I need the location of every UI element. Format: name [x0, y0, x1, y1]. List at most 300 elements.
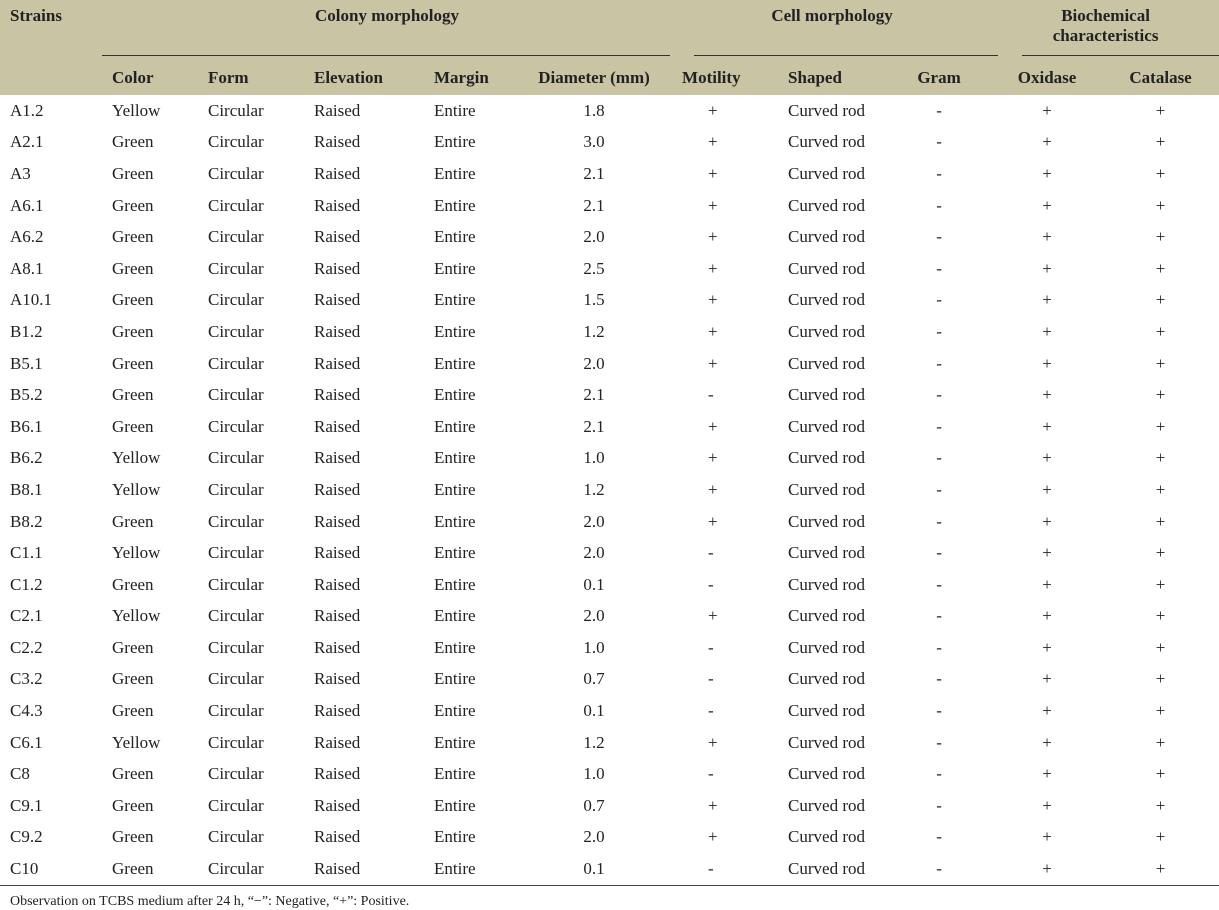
header-catalase: Catalase — [1102, 62, 1219, 95]
cell-oxidase: + — [1042, 574, 1052, 594]
cell-form: Circular — [208, 258, 264, 278]
cell-gram: - — [936, 795, 942, 815]
cell-diameter: 2.0 — [583, 827, 605, 847]
cell-diameter: 1.8 — [583, 100, 605, 120]
cell-elevation: Raised — [314, 290, 361, 310]
cell-color: Green — [112, 827, 154, 847]
cell-oxidase: + — [1042, 827, 1052, 847]
table-row — [0, 348, 1219, 380]
cell-color: Green — [112, 511, 154, 531]
cell-catalase: + — [1155, 732, 1166, 752]
table-row — [0, 664, 1219, 696]
table-row — [0, 474, 1219, 506]
cell-motility: - — [708, 543, 714, 563]
cell-margin: Entire — [434, 290, 476, 310]
cell-gram: - — [936, 195, 942, 215]
cell-gram: - — [936, 827, 942, 847]
cell-color: Green — [112, 227, 154, 247]
cell-margin: Entire — [434, 543, 476, 563]
cell-diameter: 2.1 — [583, 416, 605, 436]
cell-diameter: 0.7 — [583, 795, 605, 815]
cell-diameter: 1.0 — [583, 448, 605, 468]
cell-motility: - — [708, 764, 714, 784]
cell-oxidase: + — [1042, 321, 1052, 341]
table-row — [0, 727, 1219, 759]
cell-oxidase: + — [1042, 511, 1052, 531]
cell-elevation: Raised — [304, 853, 424, 885]
cell-gram: - — [936, 669, 942, 689]
table-row — [0, 379, 1219, 411]
cell-oxidase: + — [1042, 543, 1052, 563]
cell-form: Circular — [208, 669, 264, 689]
cell-shaped: Curved rod — [788, 574, 865, 594]
cell-catalase: + — [1155, 606, 1166, 626]
cell-form: Circular — [208, 574, 264, 594]
cell-strain: B8.2 — [10, 511, 43, 531]
cell-diameter: 2.0 — [583, 353, 605, 373]
cell-catalase: + — [1155, 795, 1166, 815]
cell-shaped: Curved rod — [788, 258, 865, 278]
table-row — [0, 285, 1219, 317]
cell-form: Circular — [208, 543, 264, 563]
table-row — [0, 537, 1219, 569]
cell-form: Circular — [208, 511, 264, 531]
cell-motility: + — [708, 227, 718, 247]
cell-oxidase: + — [1042, 258, 1052, 278]
table-row — [0, 158, 1219, 190]
cell-strain: A6.1 — [10, 195, 44, 215]
cell-oxidase: + — [1042, 795, 1052, 815]
cell-margin: Entire — [434, 163, 476, 183]
cell-catalase: + — [1155, 669, 1166, 689]
cell-margin: Entire — [434, 321, 476, 341]
cell-catalase: + — [1155, 511, 1166, 531]
cell-shaped: Curved rod — [788, 637, 865, 657]
cell-margin: Entire — [434, 416, 476, 436]
cell-color: Green — [112, 385, 154, 405]
table-row — [0, 190, 1219, 222]
cell-oxidase: + — [1042, 416, 1052, 436]
cell-strain: A10.1 — [10, 290, 53, 310]
cell-shaped: Curved rod — [788, 795, 865, 815]
cell-motility: + — [708, 732, 718, 752]
cell-color: Green — [112, 795, 154, 815]
cell-margin: Entire — [434, 795, 476, 815]
cell-catalase: + — [1155, 290, 1166, 310]
cell-elevation: Raised — [314, 669, 361, 689]
header-group-row — [0, 0, 1219, 62]
cell-elevation: Raised — [314, 258, 361, 278]
cell-elevation: Raised — [314, 195, 361, 215]
table-row — [0, 601, 1219, 633]
cell-form: Circular — [208, 637, 264, 657]
cell-strain: C8 — [10, 764, 30, 784]
cell-form: Circular — [208, 732, 264, 752]
cell-form: Circular — [208, 132, 264, 152]
cell-color: Green — [112, 669, 154, 689]
cell-elevation: Raised — [314, 543, 361, 563]
cell-motility: - — [672, 853, 778, 885]
cell-margin: Entire — [434, 827, 476, 847]
header-biochemical-line2: characteristics — [1052, 26, 1159, 45]
cell-gram: - — [936, 227, 942, 247]
cell-gram: - — [936, 416, 942, 436]
cell-form: Circular — [208, 764, 264, 784]
table-row — [0, 127, 1219, 159]
cell-gram: - — [936, 258, 942, 278]
cell-motility: + — [708, 511, 718, 531]
cell-motility: + — [708, 416, 718, 436]
cell-catalase: + — [1155, 227, 1166, 247]
cell-catalase: + — [1155, 258, 1166, 278]
cell-margin: Entire — [434, 195, 476, 215]
cell-margin: Entire — [434, 448, 476, 468]
cell-motility: + — [708, 163, 718, 183]
header-diameter: Diameter (mm) — [516, 62, 672, 95]
cell-oxidase: + — [1042, 732, 1052, 752]
cell-catalase: + — [1155, 764, 1166, 784]
cell-oxidase: + — [1042, 195, 1052, 215]
cell-oxidase: + — [1042, 290, 1052, 310]
header-form: Form — [198, 62, 304, 95]
cell-margin: Entire — [434, 637, 476, 657]
cell-diameter: 0.1 — [583, 701, 605, 721]
cell-shaped: Curved rod — [788, 227, 865, 247]
cell-color: Green — [112, 132, 154, 152]
cell-strain: B8.1 — [10, 479, 43, 499]
cell-shaped: Curved rod — [788, 732, 865, 752]
cell-gram: - — [886, 853, 992, 885]
cell-elevation: Raised — [314, 100, 361, 120]
cell-strain: B6.1 — [10, 416, 43, 436]
cell-catalase: + — [1155, 163, 1166, 183]
cell-color: Yellow — [112, 732, 161, 752]
cell-strain: C10 — [0, 853, 102, 885]
cell-elevation: Raised — [314, 385, 361, 405]
cell-margin: Entire — [434, 669, 476, 689]
cell-elevation: Raised — [314, 701, 361, 721]
cell-diameter: 3.0 — [583, 132, 605, 152]
cell-diameter: 2.5 — [583, 258, 605, 278]
cell-elevation: Raised — [314, 511, 361, 531]
table-row — [0, 695, 1219, 727]
cell-shaped: Curved rod — [788, 479, 865, 499]
table-row — [0, 253, 1219, 285]
cell-strain: B5.1 — [10, 353, 43, 373]
table-row — [0, 221, 1219, 253]
cell-motility: - — [708, 701, 714, 721]
cell-color: Green — [112, 321, 154, 341]
cell-margin: Entire — [434, 385, 476, 405]
cell-gram: - — [936, 511, 942, 531]
cell-diameter: 1.0 — [583, 637, 605, 657]
cell-shaped: Curved rod — [788, 353, 865, 373]
table-row — [0, 822, 1219, 854]
cell-margin: Entire — [434, 100, 476, 120]
cell-color: Green — [112, 574, 154, 594]
cell-oxidase: + — [1042, 701, 1052, 721]
cell-margin: Entire — [434, 511, 476, 531]
cell-strain: A1.2 — [10, 100, 44, 120]
cell-elevation: Raised — [314, 795, 361, 815]
cell-form: Circular — [208, 353, 264, 373]
cell-strain: B1.2 — [10, 321, 43, 341]
cell-diameter: 2.0 — [583, 543, 605, 563]
cell-form: Circular — [208, 416, 264, 436]
cell-color: Green — [112, 353, 154, 373]
cell-shaped: Curved rod — [788, 385, 865, 405]
cell-oxidase: + — [1042, 669, 1052, 689]
cell-motility: + — [708, 353, 718, 373]
cell-color: Green — [112, 195, 154, 215]
cell-shaped: Curved rod — [788, 701, 865, 721]
cell-margin: Entire — [434, 227, 476, 247]
cell-color: Yellow — [112, 448, 161, 468]
header-biochemical-line1: Biochemical — [1061, 6, 1150, 25]
cell-color: Green — [112, 163, 154, 183]
cell-strain: C3.2 — [10, 669, 43, 689]
cell-form: Circular — [208, 448, 264, 468]
cell-catalase: + — [1155, 353, 1166, 373]
cell-elevation: Raised — [314, 321, 361, 341]
cell-elevation: Raised — [314, 827, 361, 847]
cell-strain: C2.2 — [10, 637, 43, 657]
cell-elevation: Raised — [314, 606, 361, 626]
cell-motility: + — [708, 132, 718, 152]
cell-strain: A3 — [10, 163, 31, 183]
cell-strain: C2.1 — [10, 606, 43, 626]
cell-strain: B6.2 — [10, 448, 43, 468]
cell-diameter: 0.7 — [583, 669, 605, 689]
header-oxidase: Oxidase — [992, 62, 1102, 95]
cell-shaped: Curved rod — [778, 853, 886, 885]
cell-strain: A2.1 — [10, 132, 44, 152]
cell-oxidase: + — [1042, 227, 1052, 247]
cell-strain: A8.1 — [10, 258, 44, 278]
cell-shaped: Curved rod — [788, 290, 865, 310]
header-sub-row — [0, 62, 1219, 95]
cell-diameter: 2.1 — [583, 385, 605, 405]
cell-diameter: 1.2 — [583, 321, 605, 341]
cell-motility: - — [708, 574, 714, 594]
cell-shaped: Curved rod — [788, 543, 865, 563]
cell-diameter: 2.0 — [583, 606, 605, 626]
cell-shaped: Curved rod — [788, 606, 865, 626]
cell-margin: Entire — [434, 353, 476, 373]
cell-elevation: Raised — [314, 732, 361, 752]
table-body — [0, 95, 1219, 885]
cell-elevation: Raised — [314, 132, 361, 152]
cell-gram: - — [936, 606, 942, 626]
cell-gram: - — [936, 764, 942, 784]
cell-form: Circular — [208, 321, 264, 341]
cell-catalase: + — [1155, 100, 1166, 120]
cell-motility: - — [708, 637, 714, 657]
cell-catalase: + — [1155, 637, 1166, 657]
cell-shaped: Curved rod — [788, 764, 865, 784]
cell-color: Green — [102, 853, 198, 885]
cell-color: Yellow — [112, 100, 161, 120]
cell-margin: Entire — [434, 258, 476, 278]
cell-motility: + — [708, 321, 718, 341]
cell-shaped: Curved rod — [788, 511, 865, 531]
cell-color: Green — [112, 416, 154, 436]
cell-elevation: Raised — [314, 163, 361, 183]
cell-gram: - — [936, 385, 942, 405]
cell-catalase: + — [1102, 853, 1219, 885]
cell-catalase: + — [1155, 416, 1166, 436]
cell-elevation: Raised — [314, 227, 361, 247]
cell-motility: + — [708, 827, 718, 847]
cell-catalase: + — [1155, 385, 1166, 405]
table-row — [0, 632, 1219, 664]
cell-motility: + — [708, 606, 718, 626]
cell-oxidase: + — [992, 853, 1102, 885]
cell-strain: C1.1 — [10, 543, 43, 563]
header-shaped: Shaped — [778, 62, 886, 95]
header-strains: Strains — [0, 0, 102, 62]
colony-group-underline — [102, 55, 670, 56]
cell-diameter: 1.2 — [583, 732, 605, 752]
cell-elevation: Raised — [314, 764, 361, 784]
cell-color: Yellow — [112, 606, 161, 626]
header-margin: Margin — [424, 62, 516, 95]
cell-diameter: 2.0 — [583, 511, 605, 531]
cell-oxidase: + — [1042, 479, 1052, 499]
cell-margin: Entire — [434, 732, 476, 752]
cell-strain: B5.2 — [10, 385, 43, 405]
cell-color: Green — [112, 290, 154, 310]
cell-gram: - — [936, 574, 942, 594]
table-row — [0, 443, 1219, 475]
cell-strain: A6.2 — [10, 227, 44, 247]
cell-form: Circular — [208, 606, 264, 626]
cell-margin: Entire — [434, 606, 476, 626]
cell-margin: Entire — [434, 132, 476, 152]
cell-gram: - — [936, 290, 942, 310]
cell-motility: + — [708, 100, 718, 120]
cell-catalase: + — [1155, 827, 1166, 847]
cell-gram: - — [936, 100, 942, 120]
cell-gram: - — [936, 479, 942, 499]
cell-gram: - — [936, 732, 942, 752]
cell-color: Green — [112, 701, 154, 721]
cell-gram: - — [936, 321, 942, 341]
cell-strain: C1.2 — [10, 574, 43, 594]
cell-form: Circular — [208, 227, 264, 247]
cell-elevation: Raised — [314, 637, 361, 657]
cell-catalase: + — [1155, 195, 1166, 215]
cell-elevation: Raised — [314, 448, 361, 468]
header-biochemical-characteristics — [992, 0, 1219, 62]
cell-oxidase: + — [1042, 100, 1052, 120]
cell-oxidase: + — [1042, 163, 1052, 183]
cell-diameter: 2.0 — [583, 227, 605, 247]
cell-gram: - — [936, 448, 942, 468]
cell-group-underline — [694, 55, 998, 56]
table-row — [0, 758, 1219, 790]
cell-strain: C9.1 — [10, 795, 43, 815]
cell-gram: - — [936, 637, 942, 657]
cell-motility: - — [708, 669, 714, 689]
header-elevation: Elevation — [304, 62, 424, 95]
cell-motility: + — [708, 258, 718, 278]
table-row — [0, 506, 1219, 538]
cell-color: Green — [112, 764, 154, 784]
table-row — [0, 316, 1219, 348]
cell-gram: - — [936, 543, 942, 563]
cell-shaped: Curved rod — [788, 132, 865, 152]
cell-diameter: 1.2 — [583, 479, 605, 499]
cell-color: Green — [112, 258, 154, 278]
cell-diameter: 0.1 — [583, 574, 605, 594]
cell-gram: - — [936, 132, 942, 152]
cell-color: Green — [112, 637, 154, 657]
cell-oxidase: + — [1042, 764, 1052, 784]
cell-motility: + — [708, 195, 718, 215]
cell-catalase: + — [1155, 479, 1166, 499]
cell-oxidase: + — [1042, 353, 1052, 373]
cell-form: Circular — [208, 827, 264, 847]
cell-diameter: 0.1 — [516, 853, 672, 885]
cell-diameter: 1.0 — [583, 764, 605, 784]
cell-shaped: Curved rod — [788, 321, 865, 341]
cell-strain: C4.3 — [10, 701, 43, 721]
table-footnote: Observation on TCBS medium after 24 h, “−”: Negative, “+”: Positive. — [10, 893, 410, 909]
cell-color: Yellow — [112, 479, 161, 499]
table-row — [0, 853, 1219, 885]
cell-strain: C9.2 — [10, 827, 43, 847]
table-row — [0, 411, 1219, 443]
table-row — [0, 569, 1219, 601]
header-color: Color — [102, 62, 198, 95]
biochemical-group-underline — [1022, 55, 1219, 56]
cell-elevation: Raised — [314, 416, 361, 436]
cell-motility: + — [708, 290, 718, 310]
table-row — [0, 790, 1219, 822]
cell-catalase: + — [1155, 701, 1166, 721]
cell-form: Circular — [208, 195, 264, 215]
cell-gram: - — [936, 353, 942, 373]
cell-form: Circular — [208, 100, 264, 120]
header-gram: Gram — [886, 62, 992, 95]
header-colony-morphology: Colony morphology — [102, 0, 672, 62]
cell-oxidase: + — [1042, 385, 1052, 405]
cell-motility: + — [708, 795, 718, 815]
cell-oxidase: + — [1042, 637, 1052, 657]
cell-elevation: Raised — [314, 574, 361, 594]
cell-catalase: + — [1155, 132, 1166, 152]
header-cell-morphology: Cell morphology — [672, 0, 992, 62]
cell-gram: - — [936, 701, 942, 721]
cell-catalase: + — [1155, 543, 1166, 563]
table-row — [0, 95, 1219, 127]
cell-form: Circular — [208, 163, 264, 183]
cell-oxidase: + — [1042, 606, 1052, 626]
cell-margin: Entire — [424, 853, 516, 885]
cell-form: Circular — [198, 853, 304, 885]
cell-oxidase: + — [1042, 132, 1052, 152]
cell-color: Yellow — [112, 543, 161, 563]
cell-shaped: Curved rod — [788, 416, 865, 436]
cell-margin: Entire — [434, 574, 476, 594]
cell-gram: - — [936, 163, 942, 183]
cell-form: Circular — [208, 290, 264, 310]
cell-motility: - — [708, 385, 714, 405]
cell-elevation: Raised — [314, 479, 361, 499]
cell-catalase: + — [1155, 448, 1166, 468]
cell-margin: Entire — [434, 479, 476, 499]
